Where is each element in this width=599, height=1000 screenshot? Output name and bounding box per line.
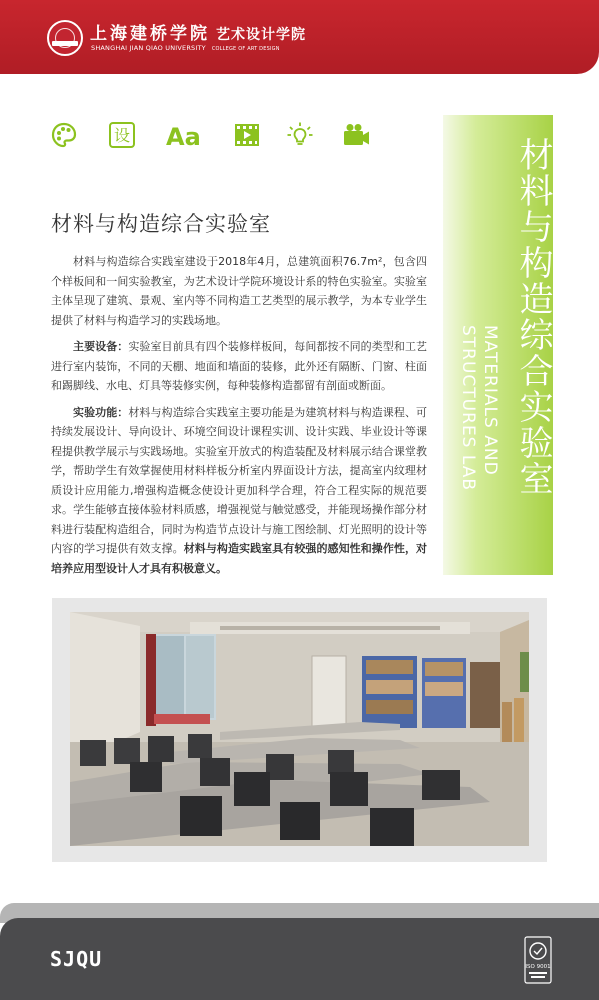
- function-text: 材料与构造综合实践室主要功能是为建筑材料与构造课程、可持续发展设计、导向设计、环境空间设计课程实训、设计实践、毕业设计等课程提供教学展示与实践场地。实验室开放式的构造装配及材料展示结合课堂教学，帮助学生有效掌握使用材料样板分析室内界面设计方法，提高室内纹理材质设计应用能力,增强构造概念使设计更加科学合理，符合工程实际的规范要求。学生能够直接体验材料质感，增强视觉与触觉感受，并能现场操作部分材料进行装配构造组合，同时为构造节点设计与施工图绘制、灯光照明的设计等内容的学习提供有效支撑。: [51, 405, 428, 555]
- header-bar: [0, 0, 599, 74]
- function-bold-text: 材料与构造实践室具有较强的感知性和操作性，对培养应用型设计人才具有积极意义。: [51, 542, 428, 575]
- design-char-icon: [108, 121, 136, 149]
- photo-frame: [52, 598, 547, 862]
- lab-classroom-photo: [70, 612, 529, 846]
- svg-text:Aa: Aa: [166, 123, 201, 149]
- article-body: [51, 252, 427, 578]
- font-aa-icon: [165, 121, 205, 149]
- footer-logo: SJQU: [50, 947, 103, 971]
- university-name-cn: [90, 19, 306, 44]
- video-camera-icon: [342, 121, 370, 149]
- banner-title-en: MATERIALS AND STRUCTURES LAB: [458, 325, 500, 492]
- school-name-en: SHANGHAI JIAN QIAO UNIVERSITY: [91, 44, 206, 52]
- palette-icon: [50, 121, 78, 149]
- equipment-paragraph: [51, 337, 427, 396]
- function-label: 实验功能：: [73, 405, 129, 419]
- equipment-label: 主要设备：: [73, 340, 129, 353]
- school-name-cn: 上海建桥学院: [90, 24, 210, 44]
- equipment-text: 实验室目前具有四个装修样板间，每间都按不同的类型和工艺进行室内装饰，不同的天棚、地面和墙面的装修，此外还有隔断、门窗、柱面和踢脚线、水电、灯具等装修实例，每种装修构造都留有剖面或断面。: [51, 340, 428, 392]
- page-title: 材料与构造综合实验室: [51, 212, 271, 236]
- film-icon: [233, 121, 261, 149]
- college-name-en: COLLEGE OF ART DESIGN: [211, 46, 280, 52]
- side-title-banner: [443, 115, 553, 575]
- lightbulb-icon: [286, 121, 314, 149]
- intro-paragraph: 材料与构造综合实践室建设于2018年4月，总建筑面积76.7m²，包含四个样板间和一间实验教室，为艺术设计学院环境设计系的特色实验室。实验室主体呈现了建筑、景观、室内等不同构造工艺类型的展示教学，为本专业学生提供了材料与构造学习的实践场地。: [51, 255, 427, 327]
- university-seal-icon: [47, 20, 83, 56]
- footer-bar: [0, 918, 599, 1000]
- college-name-cn: 艺术设计学院: [216, 27, 306, 43]
- iso-badge-text: ISO 9001: [525, 964, 551, 970]
- function-paragraph: [51, 403, 427, 579]
- iso-certification-badge: [524, 936, 552, 984]
- university-name-en: [91, 44, 280, 52]
- svg-text:设: 设: [113, 126, 131, 145]
- banner-title-cn: 材料与构造综合实验室: [513, 137, 553, 497]
